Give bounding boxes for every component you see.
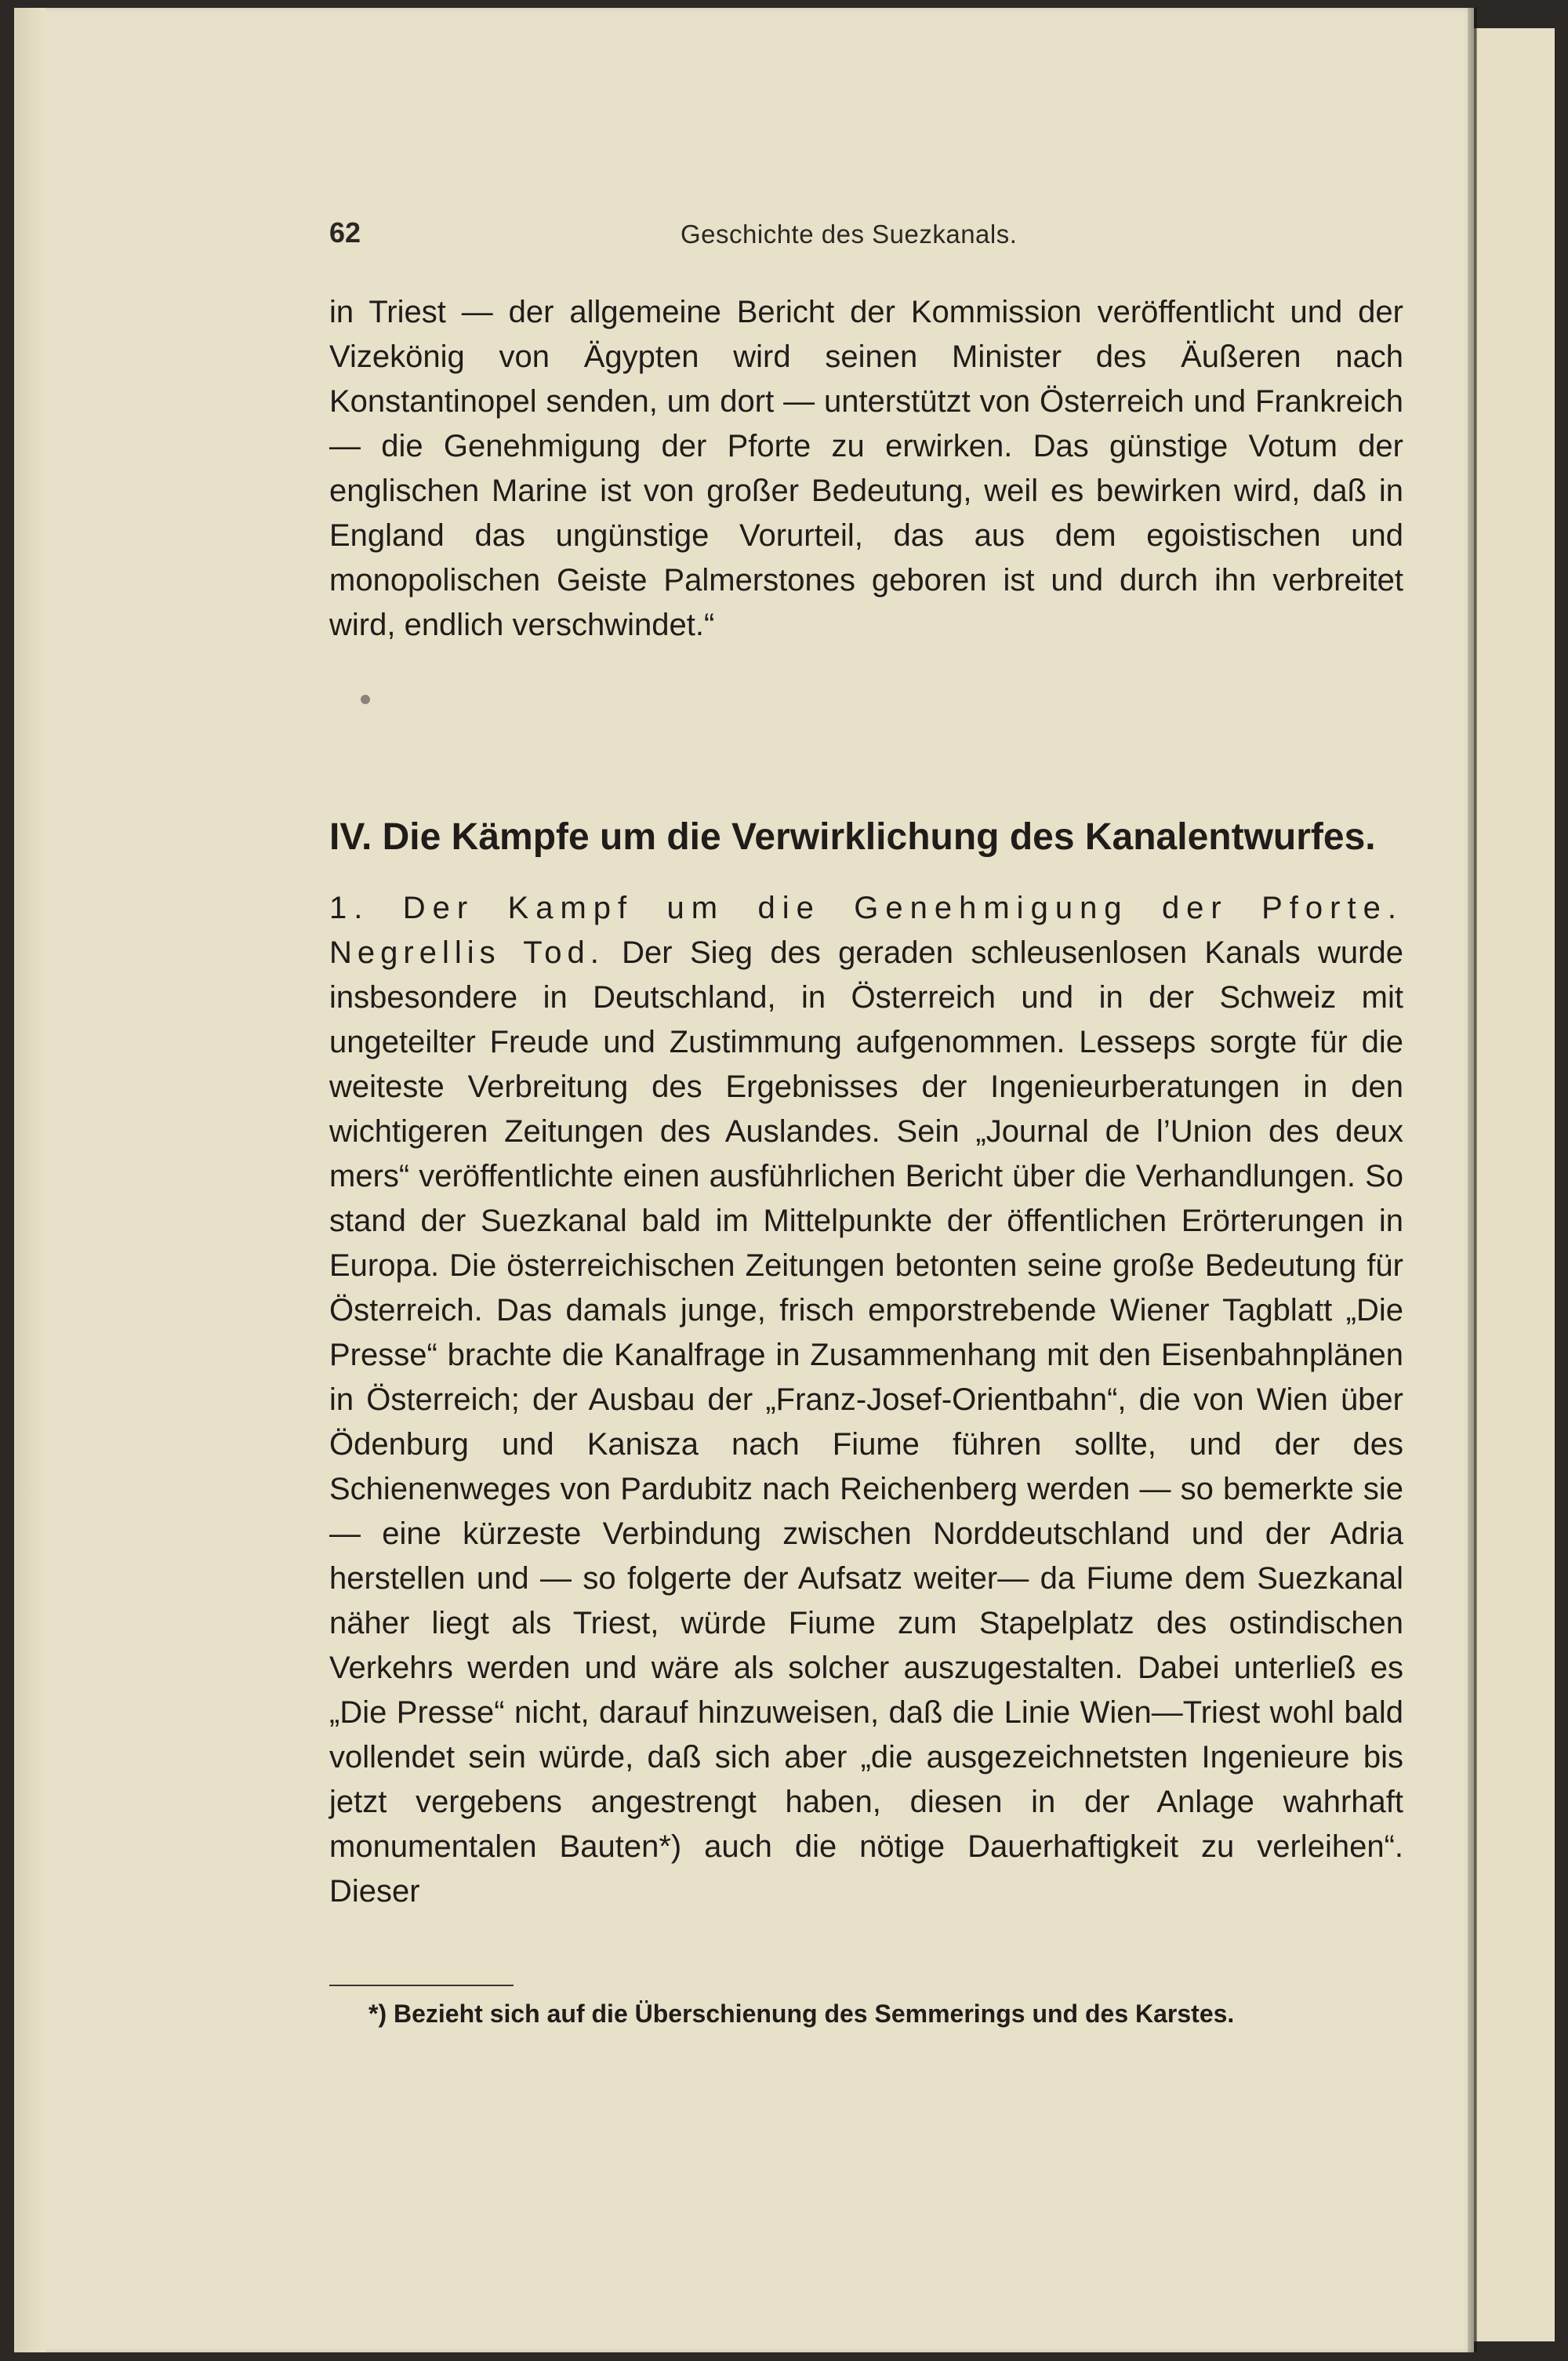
- next-page-edge: [1474, 28, 1555, 2341]
- page-fold-shadow: [1468, 8, 1477, 2352]
- subheading-word: Der: [402, 891, 475, 925]
- ink-speck: [361, 695, 370, 704]
- subheading-line: [329, 886, 1403, 931]
- page-number: 62: [329, 216, 361, 249]
- section-heading: IV. Die Kämpfe um die Verwirklichung des Kanalentwurfes.: [329, 816, 1376, 858]
- subheading-word: Pforte.: [1261, 891, 1403, 925]
- subheading-word: der: [1161, 891, 1229, 925]
- page-gutter-shade: [14, 8, 45, 2352]
- body-text: Der Sieg des geraden schleusenlosen Kanals wurde insbesondere in Deutschland, in Österreich und in der Schweiz mit ungeteilter Freude und Zustimmung aufgenommen. Lesseps sorgte für die weiteste Verbreitung des Ergebnisses der Ingenieurberatungen in den wichtigeren Zeitungen des Auslandes. Sein „Journal de l’Union des deux mers“ veröffentlichte einen ausführlichen Bericht über die Verhandlungen. So stand der Suezkanal bald im Mittelpunkte der öffentlichen Erörterungen in Europa. Die österreichischen Zeitungen betonten seine große Bedeutung für Österreich. Das damals junge, frisch emporstrebende Wiener Tagblatt „Die Presse“ brachte die Kanalfrage in Zusammenhang mit den Eisenbahnplänen in Österreich; der Ausbau der „Franz-Josef-Orientbahn“, die von Wien über Ödenburg und Kanisza nach Fiume führen sollte, und der des Schienenweges von Pardubitz nach Reichenberg werden — so bemerkte sie — eine kürzeste Verbindung zwischen Norddeutschland und der Adria herstellen und — so folgerte der Aufsatz weiter— da Fiume dem Suezkanal näher liegt als Triest, würde Fiume zum Stapelplatz des ostindischen Verkehrs werden und wäre als solcher auszugestalten. Dabei unterließ es „Die Presse“ nicht, darauf hinzuweisen, daß die Linie Wien—Triest wohl bald vollendet sein würde, daß sich aber „die ausgezeichnetsten Ingenieure bis jetzt vergebens angestrengt haben, diesen in der Anlage wahrhaft monumentalen Bauten*) auch die nötige Dauerhaftigkeit zu verleihen“. Dieser: [329, 935, 1403, 1909]
- top-paragraph: in Triest — der allgemeine Bericht der Kommission veröffentlicht und der Vizekönig von Ägypten wird seinen Minister des Äußeren nach Konstantinopel senden, um dort — unterstützt von Österreich und Frankreich — die Genehmigung der Pforte zu erwirken. Das günstige Votum der englischen Marine ist von großer Bedeutung, weil es bewirken wird, daß in England das ungünstige Vorurteil, das aus dem egoistischen und monopolischen Geiste Palmerstones geboren ist und durch ihn verbreitet wird, endlich verschwindet.“: [329, 295, 1403, 642]
- subheading-word: Genehmigung: [854, 891, 1129, 925]
- subheading-word: die: [757, 891, 821, 925]
- footnote: *) Bezieht sich auf die Überschienung des Semmerings und des Karstes.: [368, 2000, 1235, 2028]
- page-header: [329, 216, 1427, 256]
- subheading-number: 1.: [329, 891, 370, 925]
- footnote-rule: [329, 1985, 514, 1986]
- section-text-block: [329, 886, 1403, 1914]
- subheading-word: um: [666, 891, 725, 925]
- subheading-word: Kampf: [507, 891, 634, 925]
- spaced-lead: Negrellis Tod.: [329, 935, 604, 970]
- running-title: Geschichte des Suezkanals.: [681, 220, 1018, 249]
- top-text-block: [329, 290, 1403, 648]
- body-paragraph: [329, 931, 1403, 1914]
